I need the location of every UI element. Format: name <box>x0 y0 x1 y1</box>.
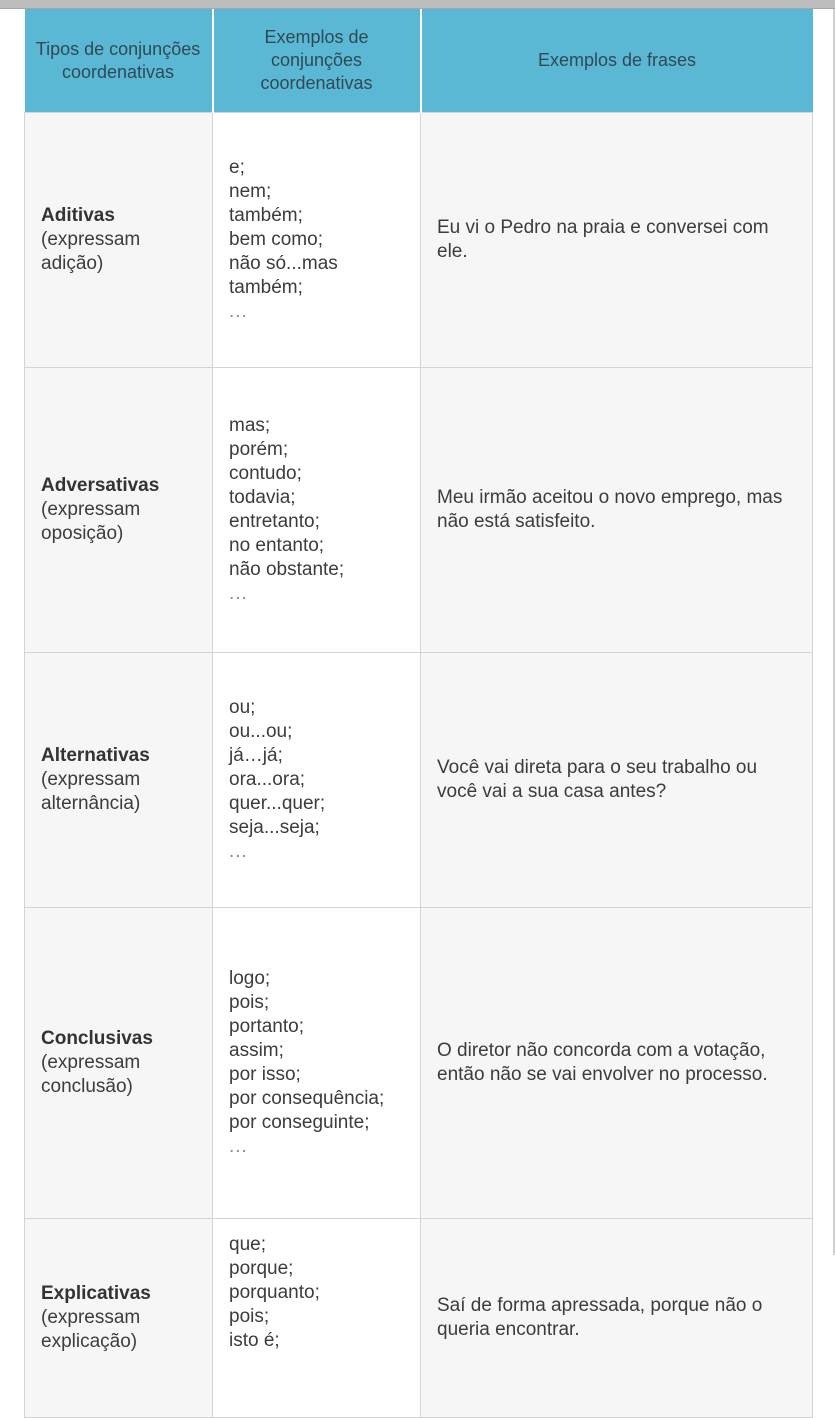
example-item: que; <box>229 1234 266 1255</box>
example-item: contudo; <box>229 463 302 484</box>
type-description: (expressam explicação) <box>41 1307 141 1352</box>
table-row <box>25 113 813 368</box>
ellipsis-marker: ... <box>229 841 248 862</box>
example-item: pois; <box>229 992 270 1013</box>
example-item: porém; <box>229 439 289 460</box>
example-item: porque; <box>229 1258 294 1279</box>
conjunctions-table <box>24 9 813 1418</box>
type-cell <box>25 653 213 908</box>
type-cell <box>25 1219 213 1418</box>
example-item: ou; <box>229 697 256 718</box>
sentence-cell: Saí de forma apressada, porque não o queria encontrar. <box>421 1219 813 1418</box>
example-item: não obstante; <box>229 559 345 580</box>
ellipsis-marker: ... <box>229 1136 248 1157</box>
examples-cell <box>213 908 421 1219</box>
example-item: pois; <box>229 1306 270 1327</box>
example-item: assim; <box>229 1040 284 1061</box>
examples-cell <box>213 113 421 368</box>
type-cell <box>25 113 213 368</box>
type-description: (expressam oposição) <box>41 499 141 544</box>
header-examples: Exemplos de conjunções coordenativas <box>213 9 421 113</box>
header-types: Tipos de conjunções coordenativas <box>25 9 213 113</box>
examples-cell <box>213 653 421 908</box>
example-item: entretanto; <box>229 511 320 532</box>
type-name: Alternativas <box>41 745 150 766</box>
sentence-cell: Você vai direta para o seu trabalho ou você vai a sua casa antes? <box>421 653 813 908</box>
type-name: Aditivas <box>41 205 115 226</box>
sentence-cell: Eu vi o Pedro na praia e conversei com ele. <box>421 113 813 368</box>
example-item: nem; <box>229 181 272 202</box>
example-item: bem como; <box>229 229 323 250</box>
type-name: Adversativas <box>41 475 160 496</box>
example-item: seja...seja; <box>229 817 320 838</box>
type-description: (expressam alternância) <box>41 769 141 814</box>
table-row <box>25 908 813 1219</box>
ellipsis-marker: ... <box>229 301 248 322</box>
table-row <box>25 653 813 908</box>
examples-cell <box>213 368 421 653</box>
example-item: também; <box>229 205 303 226</box>
table-row <box>25 1219 813 1418</box>
example-item: quer...quer; <box>229 793 326 814</box>
type-cell <box>25 368 213 653</box>
example-item: porquanto; <box>229 1282 320 1303</box>
example-item: mas; <box>229 415 271 436</box>
example-item: por isso; <box>229 1064 301 1085</box>
table-header-row <box>25 9 813 113</box>
type-description: (expressam conclusão) <box>41 1052 141 1097</box>
example-item: ou...ou; <box>229 721 293 742</box>
type-cell <box>25 908 213 1219</box>
example-item: já…já; <box>229 745 283 766</box>
example-item: logo; <box>229 968 271 989</box>
header-sentences: Exemplos de frases <box>421 9 813 113</box>
window-top-bar <box>0 0 835 9</box>
type-description: (expressam adição) <box>41 229 141 274</box>
table-row <box>25 368 813 653</box>
example-item: no entanto; <box>229 535 325 556</box>
example-item: por conseguinte; <box>229 1112 370 1133</box>
type-name: Conclusivas <box>41 1028 153 1049</box>
example-item: portanto; <box>229 1016 304 1037</box>
examples-cell <box>213 1219 421 1418</box>
example-item: ora...ora; <box>229 769 306 790</box>
example-item: não só...mas também; <box>229 253 338 298</box>
example-item: e; <box>229 157 245 178</box>
example-item: todavia; <box>229 487 296 508</box>
example-item: isto é; <box>229 1330 280 1351</box>
type-name: Explicativas <box>41 1283 151 1304</box>
example-item: por consequência; <box>229 1088 385 1109</box>
sentence-cell: Meu irmão aceitou o novo emprego, mas não está satisfeito. <box>421 368 813 653</box>
ellipsis-marker: ... <box>229 583 248 604</box>
sentence-cell: O diretor não concorda com a votação, então não se vai envolver no processo. <box>421 908 813 1219</box>
